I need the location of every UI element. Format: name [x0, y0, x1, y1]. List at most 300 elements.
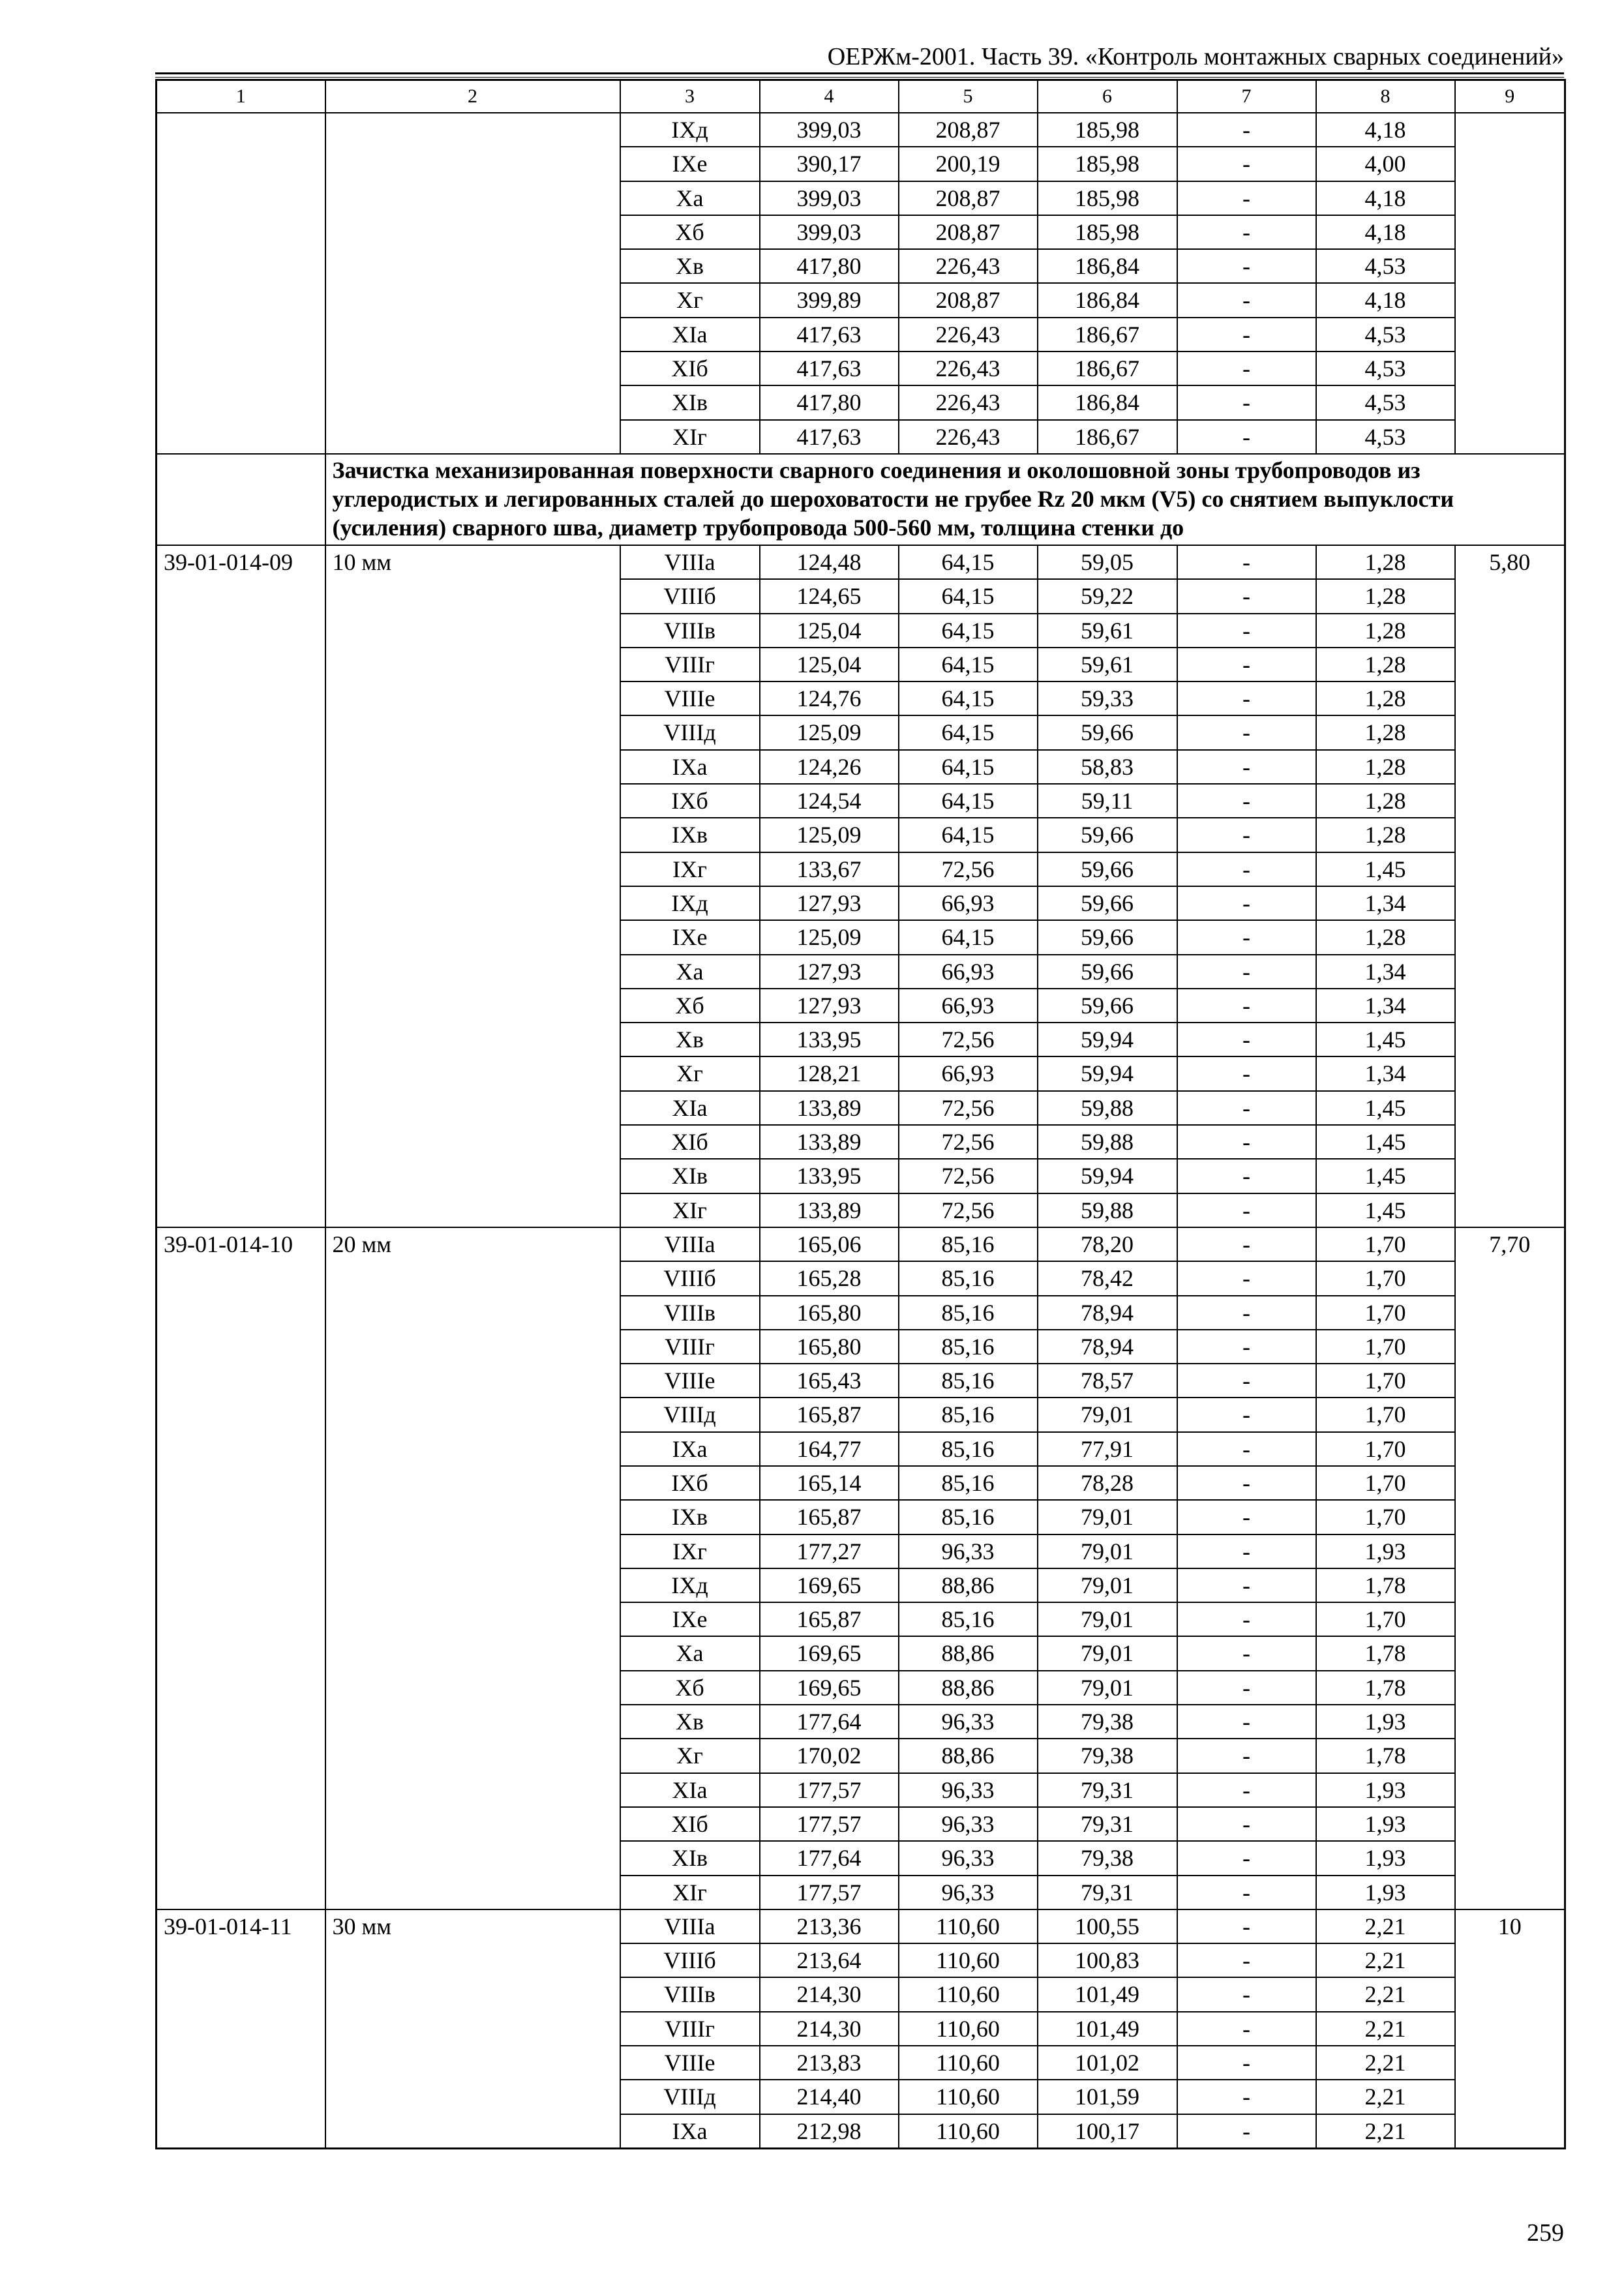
materials-cell: -: [1177, 318, 1316, 352]
wages-cell: 64,15: [899, 579, 1038, 613]
total-cost-cell: 124,26: [760, 750, 899, 784]
materials-cell: -: [1177, 1909, 1316, 1943]
materials-cell: -: [1177, 2012, 1316, 2046]
machines-cell: 59,94: [1038, 1023, 1177, 1056]
machines-cell: 79,01: [1038, 1500, 1177, 1534]
wages-cell: 110,60: [899, 1909, 1038, 1943]
materials-cell: -: [1177, 1739, 1316, 1773]
table-row: [157, 1227, 1565, 1261]
wages-cell: 88,86: [899, 1671, 1038, 1705]
total-cost-cell: 125,09: [760, 715, 899, 749]
machines-cell: 59,22: [1038, 579, 1177, 613]
materials-cell: -: [1177, 1876, 1316, 1909]
zone-cell: VIIIд: [620, 1398, 760, 1431]
materials-cell: -: [1177, 920, 1316, 954]
zone-cell: IXб: [620, 1466, 760, 1500]
wages-cell: 96,33: [899, 1876, 1038, 1909]
position-code: 39-01-014-10: [157, 1227, 325, 1909]
labor-cell: 1,34: [1316, 989, 1455, 1023]
materials-cell: -: [1177, 1807, 1316, 1841]
machines-cell: 59,61: [1038, 648, 1177, 681]
total-cost-cell: 125,09: [760, 818, 899, 852]
zone-cell: VIIIб: [620, 1943, 760, 1977]
total-cost-cell: 390,17: [760, 147, 899, 181]
section-code-empty: [157, 454, 325, 545]
total-cost-cell: 127,93: [760, 886, 899, 920]
wages-cell: 208,87: [899, 215, 1038, 249]
labor-cell: 1,93: [1316, 1773, 1455, 1807]
machines-cell: 59,66: [1038, 715, 1177, 749]
wages-cell: 64,15: [899, 545, 1038, 579]
wages-cell: 96,33: [899, 1534, 1038, 1568]
machines-cell: 79,38: [1038, 1739, 1177, 1773]
wages-cell: 96,33: [899, 1807, 1038, 1841]
wages-cell: 96,33: [899, 1841, 1038, 1875]
wages-cell: 72,56: [899, 852, 1038, 886]
wages-cell: 72,56: [899, 1159, 1038, 1193]
labor-cell: 1,78: [1316, 1568, 1455, 1602]
position-name: 20 мм: [325, 1227, 620, 1909]
total-cost-cell: 127,93: [760, 955, 899, 989]
materials-cell: -: [1177, 420, 1316, 454]
total-cost-cell: 177,57: [760, 1807, 899, 1841]
wages-cell: 96,33: [899, 1773, 1038, 1807]
total-cost-cell: 133,95: [760, 1023, 899, 1056]
zone-cell: IXг: [620, 852, 760, 886]
wages-cell: 110,60: [899, 2114, 1038, 2149]
labor-cell: 1,70: [1316, 1398, 1455, 1431]
wages-cell: 208,87: [899, 113, 1038, 147]
zone-cell: Xа: [620, 181, 760, 215]
zone-cell: IXа: [620, 750, 760, 784]
column-header: 5: [899, 80, 1038, 113]
wages-cell: 72,56: [899, 1091, 1038, 1125]
materials-cell: -: [1177, 1432, 1316, 1466]
materials-cell: -: [1177, 1056, 1316, 1090]
page-number: 259: [1527, 2219, 1564, 2247]
total-cost-cell: 165,80: [760, 1330, 899, 1364]
zone-cell: VIIIб: [620, 579, 760, 613]
materials-cell: -: [1177, 579, 1316, 613]
price-table: [155, 79, 1566, 2149]
wages-cell: 110,60: [899, 2012, 1038, 2046]
wages-cell: 85,16: [899, 1602, 1038, 1636]
wages-cell: 88,86: [899, 1568, 1038, 1602]
norm-value: 5,80: [1455, 545, 1565, 1227]
wages-cell: 72,56: [899, 1125, 1038, 1159]
machines-cell: 101,49: [1038, 2012, 1177, 2046]
total-cost-cell: 417,80: [760, 385, 899, 419]
zone-cell: Xг: [620, 1056, 760, 1090]
machines-cell: 186,84: [1038, 249, 1177, 283]
header-rule-thin: [155, 77, 1564, 78]
materials-cell: -: [1177, 113, 1316, 147]
machines-cell: 59,94: [1038, 1159, 1177, 1193]
column-header: 4: [760, 80, 899, 113]
column-header: 8: [1316, 80, 1455, 113]
machines-cell: 79,31: [1038, 1807, 1177, 1841]
zone-cell: VIIIг: [620, 2012, 760, 2046]
labor-cell: 2,21: [1316, 2114, 1455, 2149]
zone-cell: XIв: [620, 1159, 760, 1193]
machines-cell: 100,55: [1038, 1909, 1177, 1943]
labor-cell: 4,00: [1316, 147, 1455, 181]
zone-cell: Xа: [620, 1636, 760, 1670]
total-cost-cell: 399,03: [760, 181, 899, 215]
materials-cell: -: [1177, 1636, 1316, 1670]
total-cost-cell: 417,63: [760, 352, 899, 385]
labor-cell: 1,28: [1316, 715, 1455, 749]
labor-cell: 4,18: [1316, 181, 1455, 215]
materials-cell: -: [1177, 955, 1316, 989]
materials-cell: -: [1177, 1943, 1316, 1977]
machines-cell: 186,67: [1038, 318, 1177, 352]
labor-cell: 1,28: [1316, 614, 1455, 648]
total-cost-cell: 399,03: [760, 113, 899, 147]
labor-cell: 2,21: [1316, 1909, 1455, 1943]
materials-cell: -: [1177, 249, 1316, 283]
zone-cell: VIIIг: [620, 648, 760, 681]
machines-cell: 78,28: [1038, 1466, 1177, 1500]
machines-cell: 79,01: [1038, 1398, 1177, 1431]
wages-cell: 85,16: [899, 1330, 1038, 1364]
materials-cell: -: [1177, 1466, 1316, 1500]
machines-cell: 79,01: [1038, 1636, 1177, 1670]
total-cost-cell: 133,95: [760, 1159, 899, 1193]
labor-cell: 1,70: [1316, 1296, 1455, 1330]
labor-cell: 4,18: [1316, 283, 1455, 317]
machines-cell: 77,91: [1038, 1432, 1177, 1466]
labor-cell: 1,70: [1316, 1432, 1455, 1466]
labor-cell: 4,53: [1316, 352, 1455, 385]
position-name: 30 мм: [325, 1909, 620, 2149]
total-cost-cell: 169,65: [760, 1671, 899, 1705]
zone-cell: IXа: [620, 1432, 760, 1466]
norm-value: 10: [1455, 1909, 1565, 2149]
materials-cell: -: [1177, 1227, 1316, 1261]
materials-cell: -: [1177, 352, 1316, 385]
total-cost-cell: 165,80: [760, 1296, 899, 1330]
wages-cell: 64,15: [899, 750, 1038, 784]
labor-cell: 1,34: [1316, 955, 1455, 989]
materials-cell: -: [1177, 1671, 1316, 1705]
wages-cell: 64,15: [899, 784, 1038, 818]
total-cost-cell: 177,57: [760, 1773, 899, 1807]
materials-cell: -: [1177, 715, 1316, 749]
materials-cell: -: [1177, 852, 1316, 886]
machines-cell: 79,31: [1038, 1876, 1177, 1909]
wages-cell: 85,16: [899, 1466, 1038, 1500]
total-cost-cell: 169,65: [760, 1636, 899, 1670]
machines-cell: 100,83: [1038, 1943, 1177, 1977]
machines-cell: 101,59: [1038, 2080, 1177, 2114]
zone-cell: XIа: [620, 1773, 760, 1807]
wages-cell: 64,15: [899, 614, 1038, 648]
labor-cell: 1,28: [1316, 681, 1455, 715]
labor-cell: 1,28: [1316, 818, 1455, 852]
labor-cell: 1,70: [1316, 1227, 1455, 1261]
total-cost-cell: 214,30: [760, 1977, 899, 2011]
labor-cell: 1,70: [1316, 1500, 1455, 1534]
zone-cell: Xа: [620, 955, 760, 989]
materials-cell: -: [1177, 1705, 1316, 1739]
total-cost-cell: 170,02: [760, 1739, 899, 1773]
total-cost-cell: 164,77: [760, 1432, 899, 1466]
total-cost-cell: 165,87: [760, 1602, 899, 1636]
labor-cell: 1,70: [1316, 1466, 1455, 1500]
zone-cell: XIб: [620, 1125, 760, 1159]
materials-cell: -: [1177, 385, 1316, 419]
wages-cell: 96,33: [899, 1705, 1038, 1739]
labor-cell: 4,53: [1316, 318, 1455, 352]
machines-cell: 79,38: [1038, 1705, 1177, 1739]
materials-cell: -: [1177, 681, 1316, 715]
wages-cell: 226,43: [899, 249, 1038, 283]
materials-cell: -: [1177, 2080, 1316, 2114]
labor-cell: 1,93: [1316, 1876, 1455, 1909]
section-description-row: [157, 454, 1565, 545]
column-header: 9: [1455, 80, 1565, 113]
labor-cell: 1,34: [1316, 886, 1455, 920]
zone-cell: XIв: [620, 1841, 760, 1875]
wages-cell: 88,86: [899, 1636, 1038, 1670]
table-body: [157, 80, 1565, 2149]
machines-cell: 78,94: [1038, 1296, 1177, 1330]
section-description: Зачистка механизированная поверхности сварного соединения и околошовной зоны трубопроводов из углеродистых и легированных сталей до шероховатости не грубее Rz 20 мкм (V5) со снятием выпуклости (усиления) сварного шва, диаметр трубопровода 500-560 мм, толщина стенки до: [325, 454, 1565, 545]
machines-cell: 79,01: [1038, 1534, 1177, 1568]
machines-cell: 59,94: [1038, 1056, 1177, 1090]
position-code: 39-01-014-09: [157, 545, 325, 1227]
materials-cell: -: [1177, 1261, 1316, 1295]
zone-cell: XIг: [620, 420, 760, 454]
labor-cell: 1,28: [1316, 750, 1455, 784]
wages-cell: 208,87: [899, 283, 1038, 317]
labor-cell: 4,18: [1316, 215, 1455, 249]
labor-cell: 4,53: [1316, 249, 1455, 283]
materials-cell: -: [1177, 1330, 1316, 1364]
zone-cell: IXе: [620, 920, 760, 954]
total-cost-cell: 213,36: [760, 1909, 899, 1943]
total-cost-cell: 124,48: [760, 545, 899, 579]
zone-cell: VIIIб: [620, 1261, 760, 1295]
name-cell-empty: [325, 113, 620, 454]
materials-cell: -: [1177, 147, 1316, 181]
materials-cell: -: [1177, 1125, 1316, 1159]
total-cost-cell: 177,27: [760, 1534, 899, 1568]
machines-cell: 78,57: [1038, 1364, 1177, 1398]
zone-cell: VIIIд: [620, 715, 760, 749]
materials-cell: -: [1177, 1500, 1316, 1534]
wages-cell: 226,43: [899, 318, 1038, 352]
total-cost-cell: 399,03: [760, 215, 899, 249]
machines-cell: 186,84: [1038, 385, 1177, 419]
page-header-title: ОЕРЖм-2001. Часть 39. «Контроль монтажных сварных соединений»: [827, 43, 1564, 70]
total-cost-cell: 125,04: [760, 648, 899, 681]
materials-cell: -: [1177, 545, 1316, 579]
total-cost-cell: 177,64: [760, 1705, 899, 1739]
materials-cell: -: [1177, 1977, 1316, 2011]
machines-cell: 59,66: [1038, 989, 1177, 1023]
wages-cell: 226,43: [899, 352, 1038, 385]
wages-cell: 64,15: [899, 818, 1038, 852]
labor-cell: 1,45: [1316, 1193, 1455, 1227]
zone-cell: IXв: [620, 1500, 760, 1534]
table-row: [157, 1909, 1565, 1943]
materials-cell: -: [1177, 750, 1316, 784]
labor-cell: 1,93: [1316, 1705, 1455, 1739]
wages-cell: 85,16: [899, 1364, 1038, 1398]
zone-cell: VIIIг: [620, 1330, 760, 1364]
machines-cell: 79,31: [1038, 1773, 1177, 1807]
total-cost-cell: 165,28: [760, 1261, 899, 1295]
machines-cell: 100,17: [1038, 2114, 1177, 2149]
zone-cell: XIа: [620, 1091, 760, 1125]
column-header: 1: [157, 80, 325, 113]
zone-cell: IXв: [620, 818, 760, 852]
machines-cell: 186,67: [1038, 352, 1177, 385]
labor-cell: 1,28: [1316, 920, 1455, 954]
labor-cell: 1,45: [1316, 852, 1455, 886]
zone-cell: IXб: [620, 784, 760, 818]
total-cost-cell: 214,30: [760, 2012, 899, 2046]
wages-cell: 64,15: [899, 715, 1038, 749]
labor-cell: 2,21: [1316, 1943, 1455, 1977]
machines-cell: 59,66: [1038, 920, 1177, 954]
wages-cell: 208,87: [899, 181, 1038, 215]
table-row: [157, 113, 1565, 147]
machines-cell: 59,88: [1038, 1193, 1177, 1227]
zone-cell: IXд: [620, 886, 760, 920]
machines-cell: 59,61: [1038, 614, 1177, 648]
wages-cell: 85,16: [899, 1296, 1038, 1330]
total-cost-cell: 417,63: [760, 318, 899, 352]
machines-cell: 78,42: [1038, 1261, 1177, 1295]
wages-cell: 88,86: [899, 1739, 1038, 1773]
machines-cell: 59,66: [1038, 818, 1177, 852]
labor-cell: 1,45: [1316, 1091, 1455, 1125]
materials-cell: -: [1177, 1602, 1316, 1636]
total-cost-cell: 165,87: [760, 1500, 899, 1534]
materials-cell: -: [1177, 215, 1316, 249]
wages-cell: 85,16: [899, 1227, 1038, 1261]
labor-cell: 1,28: [1316, 545, 1455, 579]
wages-cell: 66,93: [899, 886, 1038, 920]
wages-cell: 64,15: [899, 920, 1038, 954]
column-header: 7: [1177, 80, 1316, 113]
position-code: 39-01-014-11: [157, 1909, 325, 2149]
zone-cell: Xг: [620, 1739, 760, 1773]
zone-cell: VIIIа: [620, 1227, 760, 1261]
machines-cell: 59,88: [1038, 1091, 1177, 1125]
column-header: 3: [620, 80, 760, 113]
machines-cell: 59,66: [1038, 886, 1177, 920]
materials-cell: -: [1177, 2046, 1316, 2080]
materials-cell: -: [1177, 989, 1316, 1023]
labor-cell: 1,28: [1316, 648, 1455, 681]
total-cost-cell: 165,14: [760, 1466, 899, 1500]
labor-cell: 1,45: [1316, 1023, 1455, 1056]
column-header: 6: [1038, 80, 1177, 113]
total-cost-cell: 212,98: [760, 2114, 899, 2149]
labor-cell: 1,78: [1316, 1671, 1455, 1705]
zone-cell: XIг: [620, 1876, 760, 1909]
materials-cell: -: [1177, 818, 1316, 852]
machines-cell: 79,01: [1038, 1602, 1177, 1636]
machines-cell: 78,94: [1038, 1330, 1177, 1364]
zone-cell: Xб: [620, 989, 760, 1023]
labor-cell: 1,28: [1316, 579, 1455, 613]
wages-cell: 226,43: [899, 385, 1038, 419]
machines-cell: 59,88: [1038, 1125, 1177, 1159]
zone-cell: XIв: [620, 385, 760, 419]
wages-cell: 85,16: [899, 1432, 1038, 1466]
wages-cell: 85,16: [899, 1261, 1038, 1295]
zone-cell: VIIIв: [620, 1296, 760, 1330]
labor-cell: 1,45: [1316, 1125, 1455, 1159]
labor-cell: 1,93: [1316, 1841, 1455, 1875]
total-cost-cell: 133,67: [760, 852, 899, 886]
wages-cell: 85,16: [899, 1398, 1038, 1431]
machines-cell: 79,01: [1038, 1568, 1177, 1602]
code-cell-empty: [157, 113, 325, 454]
wages-cell: 110,60: [899, 1943, 1038, 1977]
total-cost-cell: 128,21: [760, 1056, 899, 1090]
materials-cell: -: [1177, 181, 1316, 215]
total-cost-cell: 165,06: [760, 1227, 899, 1261]
machines-cell: 101,49: [1038, 1977, 1177, 2011]
wages-cell: 64,15: [899, 681, 1038, 715]
total-cost-cell: 417,80: [760, 249, 899, 283]
total-cost-cell: 177,57: [760, 1876, 899, 1909]
labor-cell: 1,28: [1316, 784, 1455, 818]
materials-cell: -: [1177, 1193, 1316, 1227]
total-cost-cell: 124,54: [760, 784, 899, 818]
total-cost-cell: 125,04: [760, 614, 899, 648]
materials-cell: -: [1177, 1398, 1316, 1431]
zone-cell: VIIIа: [620, 545, 760, 579]
machines-cell: 59,33: [1038, 681, 1177, 715]
machines-cell: 79,01: [1038, 1671, 1177, 1705]
zone-cell: Xб: [620, 1671, 760, 1705]
labor-cell: 1,78: [1316, 1739, 1455, 1773]
total-cost-cell: 213,64: [760, 1943, 899, 1977]
column-header: 2: [325, 80, 620, 113]
wages-cell: 226,43: [899, 420, 1038, 454]
wages-cell: 66,93: [899, 989, 1038, 1023]
labor-cell: 1,78: [1316, 1636, 1455, 1670]
materials-cell: -: [1177, 1023, 1316, 1056]
machines-cell: 78,20: [1038, 1227, 1177, 1261]
zone-cell: IXе: [620, 1602, 760, 1636]
total-cost-cell: 417,63: [760, 420, 899, 454]
machines-cell: 58,83: [1038, 750, 1177, 784]
total-cost-cell: 165,87: [760, 1398, 899, 1431]
machines-cell: 79,38: [1038, 1841, 1177, 1875]
zone-cell: VIIIв: [620, 1977, 760, 2011]
labor-cell: 2,21: [1316, 2012, 1455, 2046]
position-name: 10 мм: [325, 545, 620, 1227]
total-cost-cell: 124,65: [760, 579, 899, 613]
zone-cell: XIб: [620, 352, 760, 385]
total-cost-cell: 133,89: [760, 1193, 899, 1227]
norm-cell-empty: [1455, 113, 1565, 454]
labor-cell: 1,93: [1316, 1534, 1455, 1568]
wages-cell: 110,60: [899, 2046, 1038, 2080]
header-rule-thick: [155, 72, 1564, 74]
machines-cell: 185,98: [1038, 147, 1177, 181]
labor-cell: 1,93: [1316, 1807, 1455, 1841]
zone-cell: IXг: [620, 1534, 760, 1568]
